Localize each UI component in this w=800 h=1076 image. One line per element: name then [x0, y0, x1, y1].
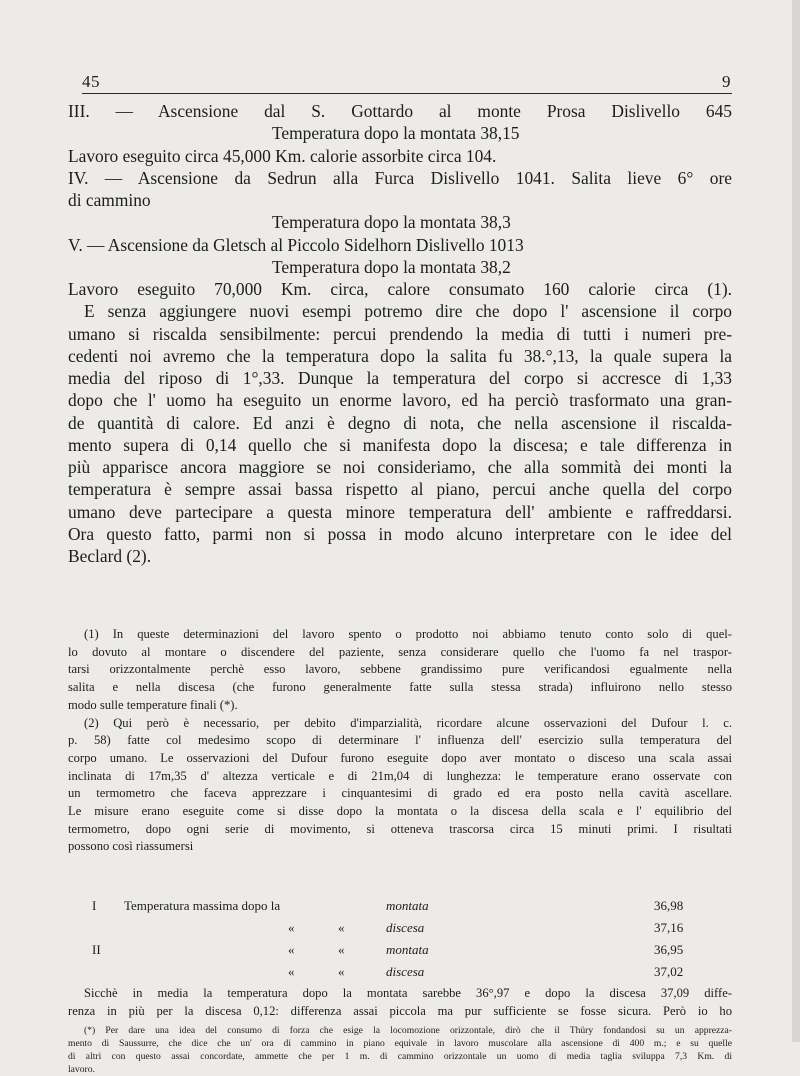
- ditto-mark: «: [338, 920, 345, 935]
- main-text: [68, 100, 732, 567]
- table-group-label: I: [92, 898, 97, 913]
- footnote-line: modo sulle temperature finali (*).: [68, 697, 238, 712]
- text-line: Temperatura dopo la montata 38,2: [272, 256, 511, 277]
- text-line: Temperatura dopo la montata 38,3: [272, 212, 511, 233]
- footnote-line: lavoro.: [68, 1064, 95, 1075]
- text-line: Lavoro eseguito 70,000 Km. circa, calore consumato 160 calorie circa (1).: [68, 279, 732, 299]
- text-line: di cammino: [68, 190, 151, 210]
- footnote-line: termometro, dopo ogni serie di movimento, si otteneva trascorsa circa 15 minuti primi. I risultati: [68, 821, 732, 836]
- table-row: [92, 920, 752, 942]
- footnote-line: (*) Per dare una idea del consumo di forza che esige la locomozione orizzontale, dirò che il Thüry fondandosi su un apprezza-: [84, 1025, 732, 1036]
- table-value: 36,95: [654, 942, 684, 957]
- text-line: cedenti noi avremo che la temperatura dopo la salita fu 38.°,13, la quale supera la: [68, 345, 732, 366]
- table-value: 37,16: [654, 920, 684, 935]
- ditto-mark: «: [288, 942, 295, 957]
- table-row: [92, 942, 752, 964]
- text-line: più apparisce ancora maggiore se noi consideriamo, che alla sommità dei monti la: [68, 457, 732, 477]
- ditto-mark: «: [338, 942, 345, 957]
- text-line: Temperatura dopo la montata 38,15: [272, 123, 520, 144]
- footnote-line: mento di Saussurre, che dice che un' ora di cammino in piano equivale in lavoro muscolare alla ascensione di 400 m.; e su quelle: [68, 1038, 732, 1049]
- table-row-label: Temperatura massima dopo la: [124, 898, 281, 913]
- text-line: Lavoro eseguito circa 45,000 Km. calorie assorbite circa 104.: [68, 145, 497, 166]
- text-line: de quantità di calore. Ed anzi è degno di nota, che nella ascensione il riscalda-: [68, 412, 732, 433]
- page-number-right: 9: [722, 72, 731, 91]
- table-row: [92, 964, 752, 986]
- footnote-line: (2) Qui però è necessario, per debito d'imparzialità, ricordare alcune osservazioni del Dufour l. c.: [84, 715, 732, 730]
- table-mode: montata: [386, 942, 429, 957]
- text-line: renza in più per la discesa 0,12: differenza assai piccola ma pur sufficiente se fosse sicura. Però io ho: [68, 1003, 732, 1018]
- text-line: III. — Ascensione dal S. Gottardo al monte Prosa Dislivello 645: [68, 101, 732, 121]
- footnote-line: tarsi orizzontalmente perchè esso lavoro, sebbene grandissimo pure verificandosi egualmente nella: [68, 662, 732, 677]
- footnote-line: (1) In queste determinazioni del lavoro spento o prodotto noi abbiamo tenuto conto solo di quel-: [84, 627, 732, 641]
- text-line: temperatura è sempre assai bassa rispetto al piano, percui anche quella del corpo: [68, 479, 732, 500]
- footnote-line: lo dovuto al montare o discendere del paziente, senza considerare quello che l'uomo fa nel traspor-: [68, 644, 732, 659]
- table-group-label: II: [92, 942, 101, 957]
- footnote-line: salita e nella discesa (che furono generalmente fatte sulla stessa strada) influirono nello stesso: [68, 680, 732, 695]
- text-line: IV. — Ascensione da Sedrun alla Furca Dislivello 1041. Salita lieve 6° ore: [68, 167, 732, 188]
- footnote-line: di altri con questo assai concordate, ammette che per 1 m. di cammino orizzontale un uomo di media taglia sviluppa 7,3 Km. di: [68, 1051, 732, 1062]
- footnote-line: un termometro che faceva apprezzare i cinquantesimi di grado ed era posto nella cavità ascellare.: [68, 786, 732, 801]
- text-line: umano deve partecipare a questa minore temperatura dell' ambiente e raffreddarsi.: [68, 501, 732, 522]
- ditto-mark: «: [338, 964, 345, 979]
- header-rule: [82, 93, 732, 94]
- text-line: V. — Ascensione da Gletsch al Piccolo Sidelhorn Dislivello 1013: [68, 234, 524, 255]
- text-line: E senza aggiungere nuovi esempi potremo dire che dopo l' ascensione il corpo: [84, 301, 732, 322]
- temperature-table: [92, 898, 752, 986]
- table-mode: discesa: [386, 964, 425, 979]
- conclusion-text: [68, 985, 732, 1020]
- table-value: 36,98: [654, 898, 684, 913]
- bottom-footnote: [68, 1024, 732, 1076]
- table-mode: discesa: [386, 920, 425, 935]
- table-mode: montata: [386, 898, 429, 913]
- footnote-line: possono così riassumersi: [68, 839, 194, 854]
- text-line: Ora questo fatto, parmi non si possa in modo alcuno interpretare con le idee del: [68, 523, 732, 544]
- ditto-mark: «: [288, 964, 295, 979]
- footnote-line: p. 58) fatte col medesimo scopo di determinare l' influenza dell' esercizio sulla temperatura del: [68, 733, 732, 748]
- footnote-line: Le misure erano eseguite come si disse dopo la montata o la discesa della scala e l' equilibrio del: [68, 804, 732, 819]
- table-row: [92, 898, 752, 920]
- text-line: mento supera di 0,14 quello che si manifesta dopo la discesa; e tale differenza in: [68, 434, 732, 455]
- table-value: 37,02: [654, 964, 684, 979]
- footnote-line: inclinata di 17m,35 d' altezza verticale e di 21m,04 di lunghezza: le temperature erano osservate con: [68, 768, 732, 783]
- text-line: umano si riscalda sensibilmente: percui prendendo la media di tutti i numeri pre-: [68, 323, 732, 344]
- page-number-left: 45: [82, 72, 100, 91]
- text-line: Sicchè in media la temperatura dopo la montata sarebbe 36°,97 e dopo la discesa 37,09 diffe-: [84, 986, 732, 1000]
- footnote-line: corpo umano. Le osservazioni del Dufour furono eseguite dopo aver montato o disceso una scala assai: [68, 750, 732, 765]
- text-line: dopo che l' uomo ha eseguito un enorme lavoro, ed ha perciò trasformato una gran-: [68, 390, 732, 411]
- page-fold-shadow: [792, 0, 800, 1042]
- text-line: media del riposo di 1°,33. Dunque la temperatura del corpo si accresce di 1,33: [68, 368, 732, 388]
- footnotes: [68, 626, 732, 856]
- text-line: Beclard (2).: [68, 546, 152, 566]
- ditto-mark: «: [288, 920, 295, 935]
